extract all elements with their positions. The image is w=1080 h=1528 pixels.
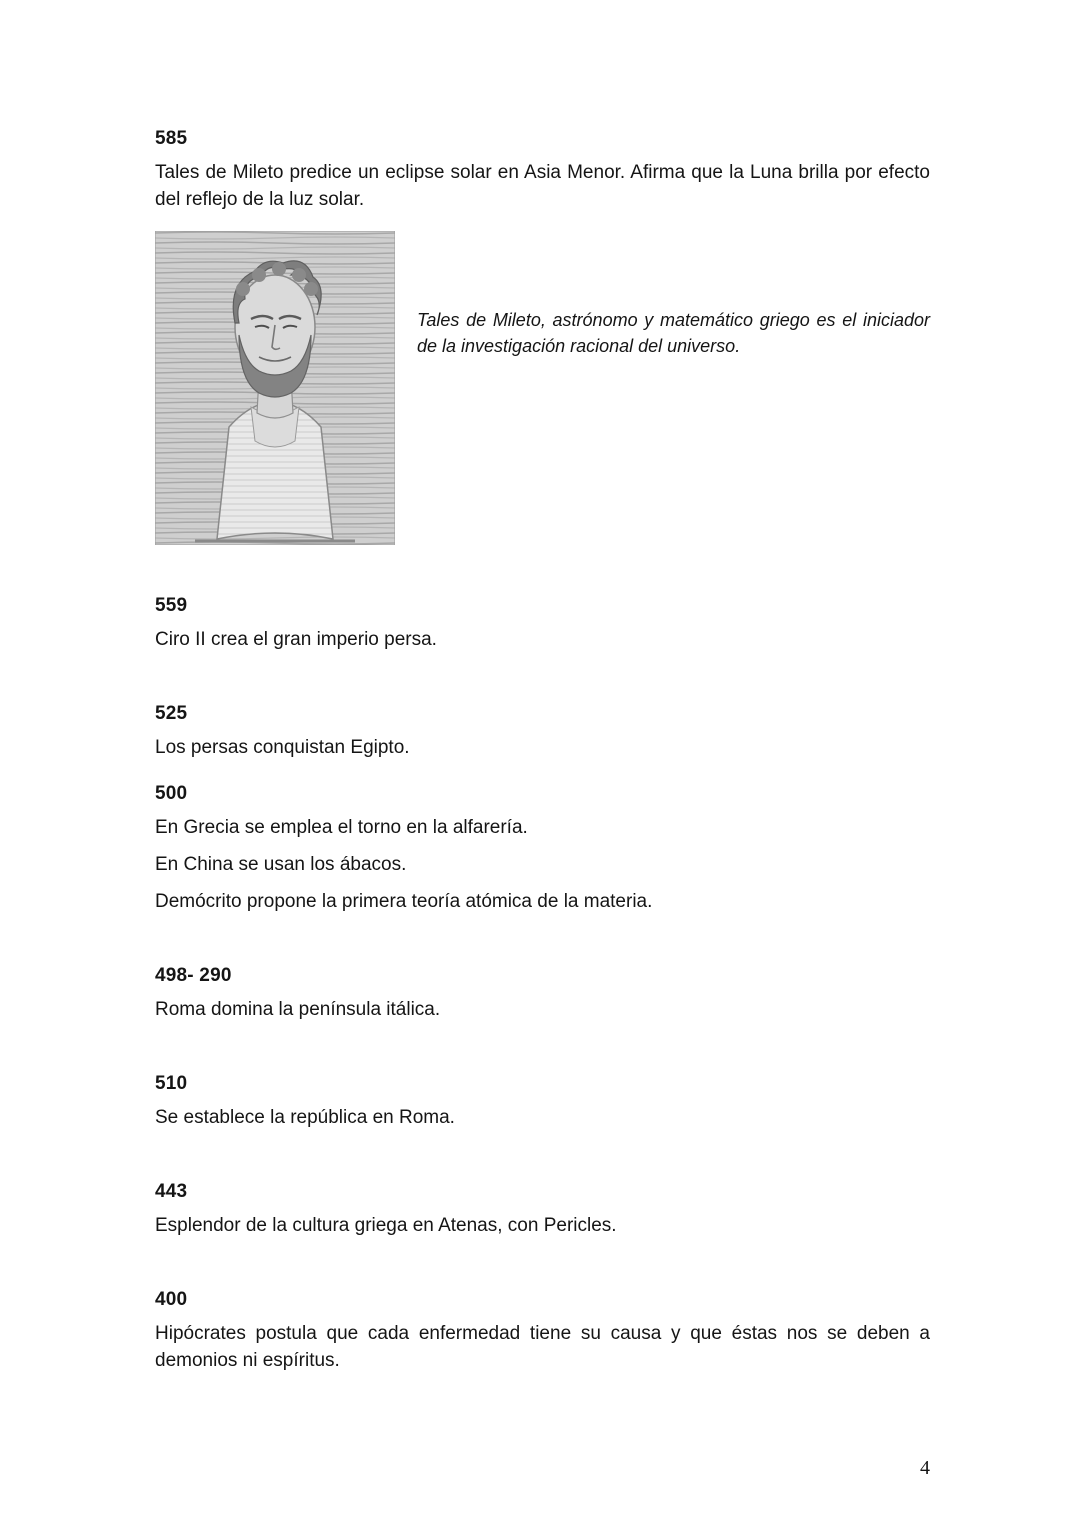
timeline-entry-559 xyxy=(155,595,930,653)
page-number: 4 xyxy=(920,1457,930,1479)
figure-row xyxy=(155,231,930,545)
entry-year: 585 xyxy=(155,128,188,149)
tales-bust-image xyxy=(155,231,395,545)
entry-year: 400 xyxy=(155,1289,188,1310)
entry-year: 498- 290 xyxy=(155,965,232,986)
entry-text: Los persas conquistan Egipto. xyxy=(155,737,410,758)
figure-caption: Tales de Mileto, astrónomo y matemático griego es el iniciador de la investigación racional del universo. xyxy=(417,310,930,356)
timeline-entry-400 xyxy=(155,1289,930,1374)
entry-text: En China se usan los ábacos. xyxy=(155,854,407,875)
entry-text: Hipócrates postula que cada enfermedad tiene su causa y que éstas nos se deben a demonios ni espíritus. xyxy=(155,1323,930,1371)
entry-year: 559 xyxy=(155,595,188,616)
entry-year: 443 xyxy=(155,1181,188,1202)
entry-text: En Grecia se emplea el torno en la alfarería. xyxy=(155,817,528,838)
timeline-entry-500 xyxy=(155,783,930,915)
entry-text: Se establece la república en Roma. xyxy=(155,1107,455,1128)
timeline-entry-525 xyxy=(155,703,930,761)
timeline-entry-498-290 xyxy=(155,965,930,1023)
entry-text: Roma domina la península itálica. xyxy=(155,999,441,1020)
timeline-entry-510 xyxy=(155,1073,930,1131)
entry-year: 500 xyxy=(155,783,188,804)
entry-text: Demócrito propone la primera teoría atómica de la materia. xyxy=(155,891,653,912)
entry-text: Tales de Mileto predice un eclipse solar en Asia Menor. Afirma que la Luna brilla por efecto del reflejo de la luz solar. xyxy=(155,162,930,210)
entry-year: 510 xyxy=(155,1073,188,1094)
entry-text: Esplendor de la cultura griega en Atenas, con Pericles. xyxy=(155,1215,617,1236)
entry-text: Ciro II crea el gran imperio persa. xyxy=(155,629,437,650)
entry-year: 525 xyxy=(155,703,188,724)
timeline-entry-585 xyxy=(155,128,930,213)
timeline-entry-443 xyxy=(155,1181,930,1239)
